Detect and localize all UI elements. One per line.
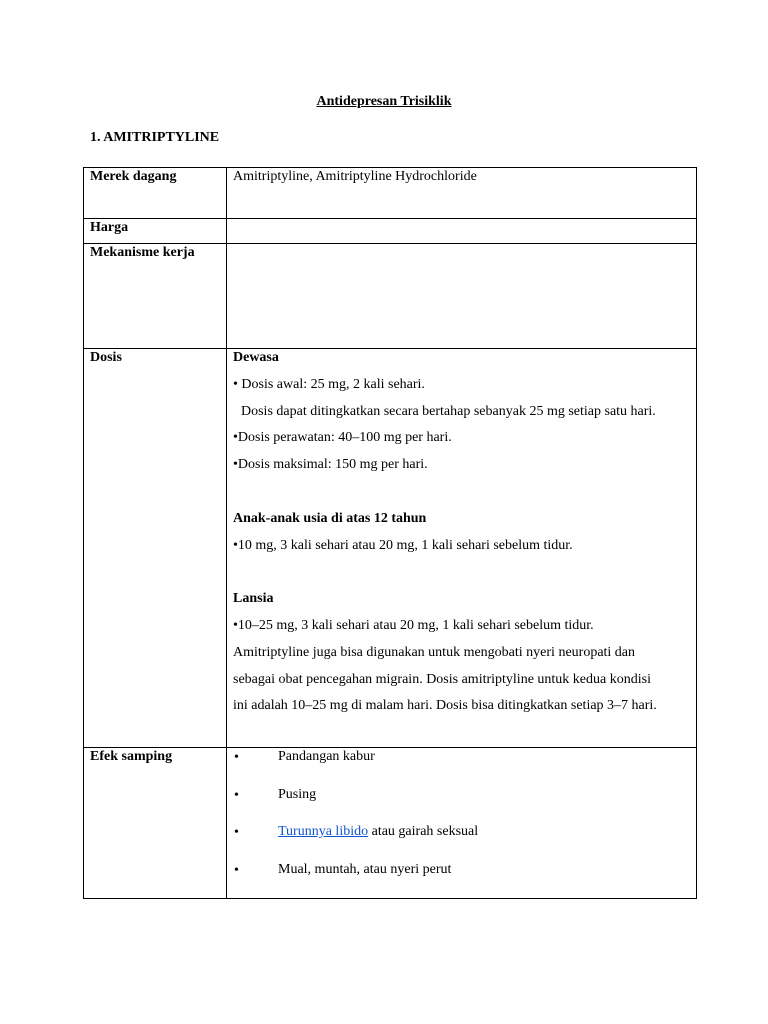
label-dosis: Dosis — [84, 349, 227, 748]
table-row-merek-dagang — [84, 168, 697, 219]
list-item — [233, 748, 690, 786]
label-mekanisme-kerja: Mekanisme kerja — [84, 244, 227, 349]
section-heading: 1. AMITRIPTYLINE — [90, 130, 220, 145]
bullet-icon: • — [234, 862, 239, 878]
bullet-icon: • — [234, 750, 239, 765]
dosis-note-line-3: ini adalah 10–25 mg di malam hari. Dosis bisa ditingkatkan setiap 3–7 hari. — [233, 698, 657, 714]
turunnya-libido-link[interactable]: Turunnya libido — [278, 824, 369, 839]
efek-item-text: Mual, muntah, atau nyeri perut — [278, 861, 452, 877]
dosis-dewasa-line-1: • Dosis awal: 25 mg, 2 kali sehari. — [233, 376, 425, 392]
spacer — [233, 479, 690, 506]
efek-samping-list — [233, 748, 690, 898]
dosis-lansia-heading: Lansia — [233, 591, 274, 607]
list-item — [233, 786, 690, 824]
label-harga: Harga — [84, 219, 227, 244]
value-mekanisme-kerja — [227, 244, 697, 349]
drug-info-table — [83, 167, 697, 899]
dosis-dewasa-line-4: •Dosis maksimal: 150 mg per hari. — [233, 457, 428, 473]
efek-item-text: Pusing — [278, 786, 317, 802]
efek-item-text: atau gairah seksual — [368, 824, 479, 839]
value-efek-samping — [227, 748, 697, 899]
dosis-note-line-2: sebagai obat pencegahan migrain. Dosis amitriptyline untuk kedua kondisi — [233, 671, 651, 687]
dosis-dewasa-line-3: •Dosis perawatan: 40–100 mg per hari. — [233, 430, 452, 446]
value-merek-dagang: Amitriptyline, Amitriptyline Hydrochloride — [227, 168, 697, 219]
bullet-icon: • — [234, 787, 239, 803]
dosis-anak-line-1: •10 mg, 3 kali sehari atau 20 mg, 1 kali sehari sebelum tidur. — [233, 537, 573, 553]
value-dosis — [227, 349, 697, 748]
dosis-anak-heading: Anak-anak usia di atas 12 tahun — [233, 510, 427, 526]
dosis-dewasa-heading: Dewasa — [233, 350, 279, 365]
value-harga — [227, 219, 697, 244]
document-title: Antidepresan Trisiklik — [316, 94, 452, 109]
list-item — [233, 861, 690, 899]
dosis-note-line-1: Amitriptyline juga bisa digunakan untuk mengobati nyeri neuropati dan — [233, 644, 636, 660]
label-efek-samping: Efek samping — [84, 748, 227, 899]
table-row-dosis — [84, 349, 697, 748]
dosis-dewasa-line-2: Dosis dapat ditingkatkan secara bertahap sebanyak 25 mg setiap satu hari. — [241, 403, 656, 419]
dosis-lansia-line-1: •10–25 mg, 3 kali sehari atau 20 mg, 1 kali sehari sebelum tidur. — [233, 617, 594, 633]
table-row-mekanisme-kerja — [84, 244, 697, 349]
bullet-icon: • — [234, 825, 239, 840]
table-row-efek-samping — [84, 748, 697, 899]
label-merek-dagang: Merek dagang — [84, 168, 227, 219]
spacer — [233, 559, 690, 586]
table-row-harga — [84, 219, 697, 244]
list-item — [233, 823, 690, 861]
efek-item-text: Pandangan kabur — [278, 749, 375, 764]
